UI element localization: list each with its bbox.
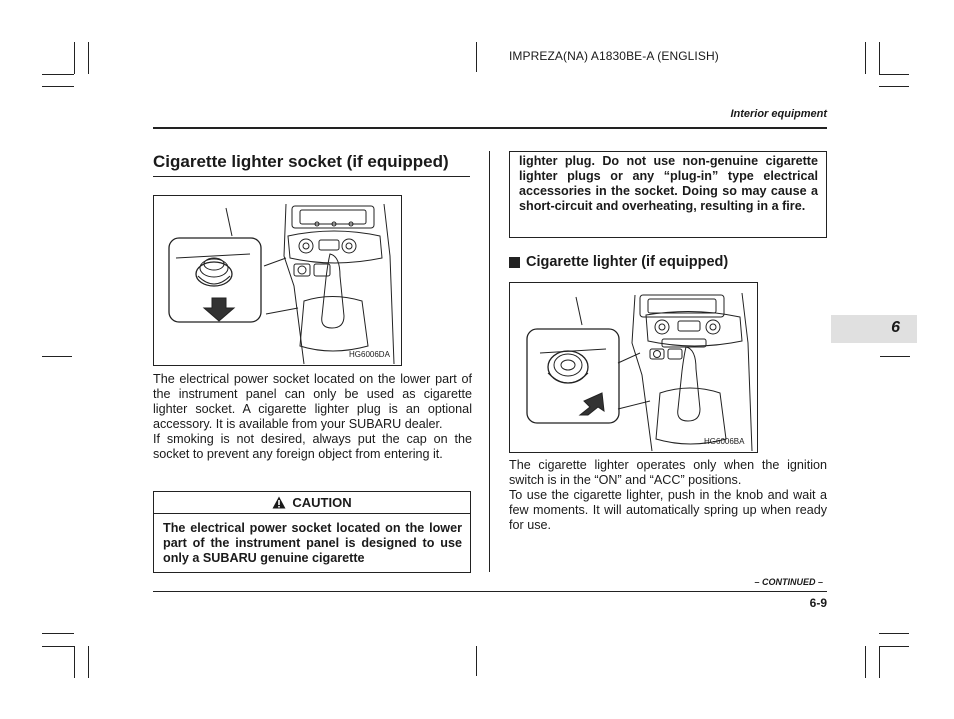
caution-continued-text: lighter plug. Do not use non-genuine cigarette lighter plugs or any “plug-in” type electrical accessories in the socket. Doing so may cause a short-circuit and overheating, resulting in a fire.	[519, 154, 818, 213]
chapter-tab-number: 6	[891, 319, 900, 336]
lighter-illustration-drawing	[510, 283, 757, 452]
crop-mark	[42, 633, 74, 634]
lighter-illustration	[509, 282, 758, 453]
crop-mark	[880, 356, 910, 357]
subheading	[509, 254, 728, 270]
crop-mark	[42, 86, 74, 87]
warning-triangle-icon	[272, 496, 286, 509]
square-bullet-icon	[509, 257, 520, 268]
crop-mark	[879, 74, 909, 75]
crop-mark	[879, 42, 880, 74]
crop-mark	[865, 42, 866, 74]
crop-mark	[74, 646, 75, 678]
socket-illustration	[153, 195, 402, 366]
caution-heading	[154, 492, 470, 514]
header-rule	[153, 127, 827, 129]
section-label: Interior equipment	[730, 108, 827, 120]
caution-heading-label: CAUTION	[292, 495, 352, 510]
figure-code: HG6006BA	[704, 437, 745, 446]
caution-box	[153, 491, 471, 573]
crop-mark	[879, 646, 909, 647]
crop-mark	[88, 646, 89, 678]
figure-code: HG6006DA	[349, 350, 390, 359]
crop-mark	[865, 646, 866, 678]
caution-text: The electrical power socket located on the lower part of the instrument panel is designed to use only a SUBARU genuine cigarette	[163, 521, 462, 565]
crop-mark	[42, 646, 74, 647]
crop-mark	[476, 42, 477, 72]
paragraph: The electrical power socket located on the lower part of the instrument panel can only be used as cigarette lighter socket. A cigarette lighter plug is an optional accessory. It is available from your SUBARU dealer.	[153, 372, 472, 431]
title-underline	[153, 176, 470, 177]
crop-mark	[74, 42, 75, 74]
crop-mark	[879, 633, 909, 634]
crop-mark	[879, 646, 880, 678]
crop-mark	[879, 86, 909, 87]
paragraph: The cigarette lighter operates only when the ignition switch is in the “ON” and “ACC” positions.	[509, 458, 827, 487]
document-id: IMPREZA(NA) A1830BE-A (ENGLISH)	[509, 49, 719, 63]
right-body-text	[509, 458, 827, 533]
socket-illustration-drawing	[154, 196, 401, 365]
paragraph: If smoking is not desired, always put the cap on the socket to prevent any foreign object from entering it.	[153, 432, 472, 461]
page-title: Cigarette lighter socket (if equipped)	[153, 152, 449, 171]
caution-continued-box	[509, 151, 827, 238]
subheading-label: Cigarette lighter (if equipped)	[526, 254, 729, 270]
page-number: 6-9	[809, 596, 827, 610]
crop-mark	[42, 356, 72, 357]
paragraph: To use the cigarette lighter, push in the knob and wait a few moments. It will automatically spring up when ready for use.	[509, 488, 827, 532]
footer-rule	[153, 591, 827, 592]
continued-label: – CONTINUED –	[754, 577, 823, 587]
crop-mark	[88, 42, 89, 74]
crop-mark	[42, 74, 74, 75]
crop-mark	[476, 646, 477, 676]
left-body-text	[153, 372, 472, 462]
column-divider	[489, 151, 490, 572]
chapter-tab[interactable]	[831, 315, 917, 343]
